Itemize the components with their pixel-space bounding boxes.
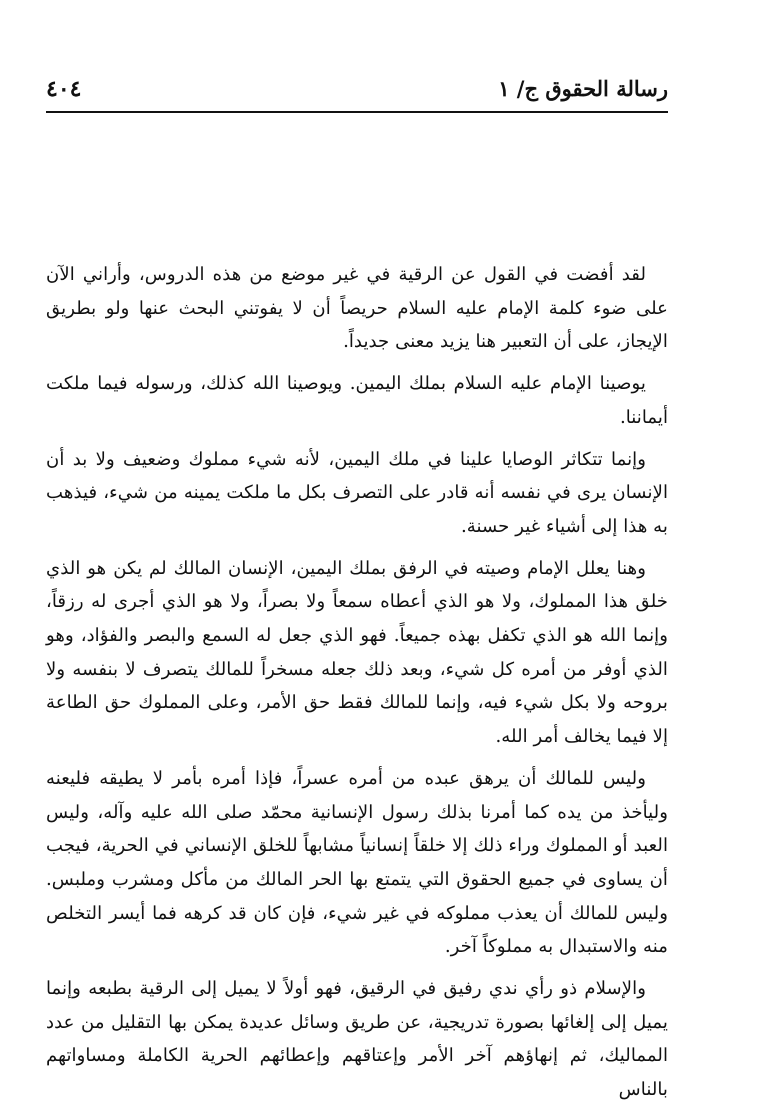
paragraph: لقد أفضت في القول عن الرقية في غير موضع من هذه الدروس، وأراني الآن على ضوء كلمة الإمام عليه السلام حريصاً أن لا يفوتني البحث عنها ولو بطريق الإيجاز، على أن التعبير هنا يزيد معنى جديداً. — [46, 264, 668, 353]
paragraph: يوصينا الإمام عليه السلام بملك اليمين. ويوصينا الله كذلك، ورسوله فيما ملكت أيماننا. — [46, 373, 668, 428]
page-header — [46, 70, 668, 110]
paragraph: وليس للمالك أن يرهق عبده من أمره عسراً، فإذا أمره بأمر لا يطيقه فليعنه وليأخذ من يده كما أمرنا بذلك رسول الإنسانية محمّد صلى الله عليه وآله، وليس العبد أو المملوك وراء ذلك إلا خلقاً إنسانياً مشابهاً للخلق الإنساني في الحرية، فيجب أن يساوى في جميع الحقوق التي يتمتع بها الحر المالك من مأكل ومشرب وملبس. وليس للمالك أن يعذب مملوكه في غير شيء، فإن كان قد كرهه فما أيسر التخلص منه والاستبدال به مملوكاً آخر. — [46, 767, 668, 958]
page-number: ٤٠٤ — [46, 76, 82, 102]
header-divider — [46, 111, 668, 113]
running-title: رسالة الحقوق ج/ ١ — [498, 76, 668, 101]
paragraph: وهنا يعلل الإمام وصيته في الرفق بملك اليمين، الإنسان المالك لم يكن هو الذي خلق هذا المملوك، ولا هو الذي أعطاه سمعاً ولا بصراً، ولا هو الذي أجرى له رزقاً، وإنما الله هو الذي تكفل بهذه جميعاً. فهو الذي جعل له السمع والبصر والفؤاد، وهو الذي أوفر من أمره كل شيء، وبعد ذلك جعله مسخراً للمالك يتصرف لا بنفسه ولا بروحه ولا بكل شيء فيه، وإنما للمالك فقط حق الأمر، وعلى المملوك حق الطاعة إلا فيما يخالف أمر الله. — [46, 557, 668, 748]
main-text — [46, 258, 668, 1107]
paragraph: وإنما تتكاثر الوصايا علينا في ملك اليمين، لأنه شيء مملوك وضعيف ولا بد أن الإنسان يرى في نفسه أنه قادر على التصرف بكل ما ملكت يمينه من شيء، فيذهب به هذا إلى أشياء غير حسنة. — [46, 448, 668, 537]
paragraph: والإسلام ذو رأي ندي رفيق في الرقيق، فهو أولاً لا يميل إلى الرقية بطبعه وإنما يميل إلى إلغائها بصورة تدريجية، عن طريق وسائل عديدة يمكن بها التقليل من عدد المماليك، ثم إنهاؤهم آخر الأمر وإعتاقهم وإعطائهم الحرية الكاملة ومساواتهم بالناس — [46, 978, 668, 1101]
